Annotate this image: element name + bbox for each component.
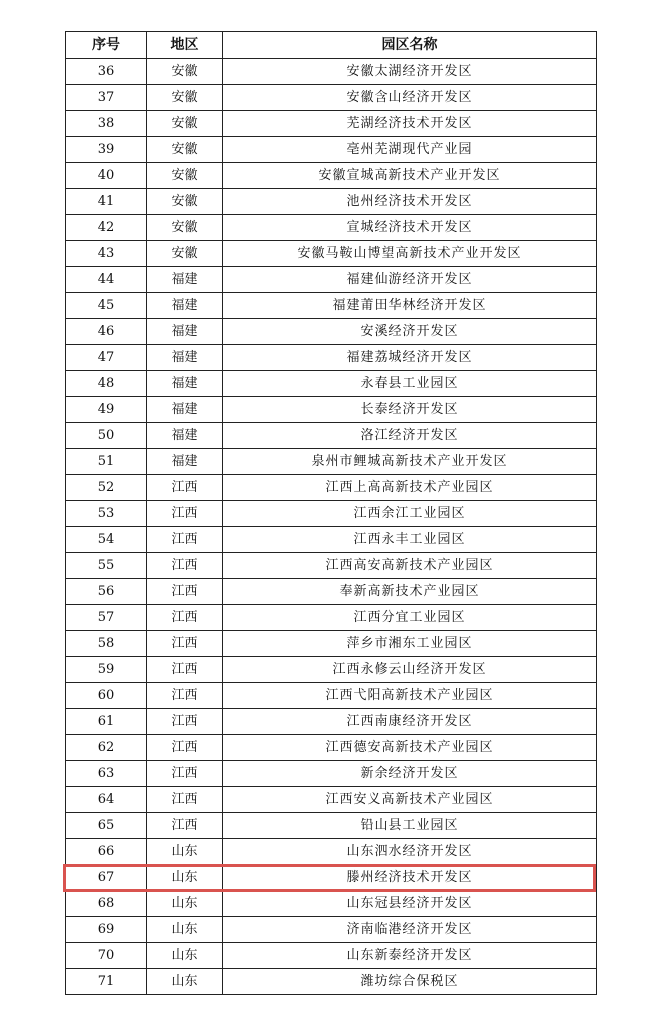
- cell-region: 福建: [147, 267, 223, 293]
- table-row: [66, 449, 597, 475]
- cell-region: 江西: [147, 501, 223, 527]
- table-row: [66, 735, 597, 761]
- table-row: [66, 553, 597, 579]
- cell-region: 江西: [147, 683, 223, 709]
- cell-region: 安徽: [147, 189, 223, 215]
- cell-no: 60: [66, 683, 147, 709]
- cell-name: 江西分宜工业园区: [223, 605, 597, 631]
- table-row: [66, 631, 597, 657]
- cell-name: 铅山县工业园区: [223, 813, 597, 839]
- cell-region: 安徽: [147, 215, 223, 241]
- table-row: [66, 943, 597, 969]
- cell-name: 江西余江工业园区: [223, 501, 597, 527]
- cell-name: 济南临港经济开发区: [223, 917, 597, 943]
- cell-region: 福建: [147, 345, 223, 371]
- table-row: [66, 761, 597, 787]
- cell-name: 江西安义高新技术产业园区: [223, 787, 597, 813]
- cell-name: 亳州芜湖现代产业园: [223, 137, 597, 163]
- table-row: [66, 839, 597, 865]
- table-row: [66, 683, 597, 709]
- cell-region: 福建: [147, 397, 223, 423]
- cell-name: 江西高安高新技术产业园区: [223, 553, 597, 579]
- table-row: [66, 371, 597, 397]
- cell-region: 江西: [147, 605, 223, 631]
- cell-no: 65: [66, 813, 147, 839]
- table-row: [66, 137, 597, 163]
- cell-no: 52: [66, 475, 147, 501]
- table-row: [66, 397, 597, 423]
- cell-name: 新余经济开发区: [223, 761, 597, 787]
- cell-name: 安徽太湖经济开发区: [223, 59, 597, 85]
- table-row: [66, 657, 597, 683]
- table-row: [66, 917, 597, 943]
- table-row: [66, 85, 597, 111]
- cell-region: 山东: [147, 969, 223, 995]
- cell-no: 62: [66, 735, 147, 761]
- cell-region: 福建: [147, 449, 223, 475]
- table-header-row: [66, 32, 597, 59]
- cell-no: 47: [66, 345, 147, 371]
- cell-name: 池州经济技术开发区: [223, 189, 597, 215]
- cell-no: 38: [66, 111, 147, 137]
- cell-name: 安溪经济开发区: [223, 319, 597, 345]
- cell-region: 江西: [147, 631, 223, 657]
- cell-no: 39: [66, 137, 147, 163]
- cell-name: 福建莆田华林经济开发区: [223, 293, 597, 319]
- cell-no: 36: [66, 59, 147, 85]
- park-list-sheet: [65, 31, 596, 995]
- cell-no: 44: [66, 267, 147, 293]
- cell-region: 安徽: [147, 137, 223, 163]
- cell-no: 58: [66, 631, 147, 657]
- table-row: [66, 527, 597, 553]
- table-row: [66, 241, 597, 267]
- cell-no: 53: [66, 501, 147, 527]
- table-row: [66, 423, 597, 449]
- cell-no: 71: [66, 969, 147, 995]
- cell-no: 48: [66, 371, 147, 397]
- cell-region: 江西: [147, 735, 223, 761]
- cell-no: 56: [66, 579, 147, 605]
- cell-name: 长泰经济开发区: [223, 397, 597, 423]
- table-row: [66, 475, 597, 501]
- cell-name: 萍乡市湘东工业园区: [223, 631, 597, 657]
- cell-region: 安徽: [147, 59, 223, 85]
- cell-no: 41: [66, 189, 147, 215]
- cell-region: 安徽: [147, 163, 223, 189]
- cell-no: 57: [66, 605, 147, 631]
- cell-region: 安徽: [147, 111, 223, 137]
- cell-region: 江西: [147, 579, 223, 605]
- cell-region: 福建: [147, 423, 223, 449]
- header-no: 序号: [66, 32, 147, 59]
- table-row: [66, 579, 597, 605]
- cell-name: 洛江经济开发区: [223, 423, 597, 449]
- cell-name: 江西弋阳高新技术产业园区: [223, 683, 597, 709]
- cell-no: 64: [66, 787, 147, 813]
- table-row: [66, 345, 597, 371]
- table-body: [66, 59, 597, 995]
- cell-region: 江西: [147, 553, 223, 579]
- cell-region: 福建: [147, 319, 223, 345]
- cell-region: 江西: [147, 787, 223, 813]
- cell-region: 山东: [147, 891, 223, 917]
- table-row: [66, 293, 597, 319]
- cell-name: 江西永修云山经济开发区: [223, 657, 597, 683]
- cell-no: 37: [66, 85, 147, 111]
- cell-no: 63: [66, 761, 147, 787]
- cell-region: 山东: [147, 839, 223, 865]
- cell-name: 安徽马鞍山博望高新技术产业开发区: [223, 241, 597, 267]
- cell-name: 福建仙游经济开发区: [223, 267, 597, 293]
- cell-no: 61: [66, 709, 147, 735]
- cell-name: 山东冠县经济开发区: [223, 891, 597, 917]
- table-row: [66, 605, 597, 631]
- cell-no: 59: [66, 657, 147, 683]
- cell-no: 51: [66, 449, 147, 475]
- park-table: [65, 31, 597, 995]
- table-row: [66, 787, 597, 813]
- table-row: [66, 813, 597, 839]
- header-name: 园区名称: [223, 32, 597, 59]
- header-region: 地区: [147, 32, 223, 59]
- table-row: [66, 891, 597, 917]
- cell-name: 安徽宣城高新技术产业开发区: [223, 163, 597, 189]
- cell-name: 宣城经济技术开发区: [223, 215, 597, 241]
- cell-no: 42: [66, 215, 147, 241]
- cell-region: 福建: [147, 293, 223, 319]
- cell-region: 江西: [147, 657, 223, 683]
- cell-name: 山东新泰经济开发区: [223, 943, 597, 969]
- table-row: [66, 709, 597, 735]
- cell-no: 50: [66, 423, 147, 449]
- cell-name: 江西上高高新技术产业园区: [223, 475, 597, 501]
- table-row: [66, 215, 597, 241]
- cell-name: 奉新高新技术产业园区: [223, 579, 597, 605]
- cell-name: 江西南康经济开发区: [223, 709, 597, 735]
- table-row: [66, 319, 597, 345]
- cell-name: 福建荔城经济开发区: [223, 345, 597, 371]
- cell-no: 70: [66, 943, 147, 969]
- cell-region: 山东: [147, 865, 223, 891]
- table-row: [66, 59, 597, 85]
- cell-region: 江西: [147, 527, 223, 553]
- table-row: [66, 163, 597, 189]
- cell-region: 山东: [147, 917, 223, 943]
- cell-region: 安徽: [147, 241, 223, 267]
- cell-name: 滕州经济技术开发区: [223, 865, 597, 891]
- cell-name: 江西德安高新技术产业园区: [223, 735, 597, 761]
- cell-no: 66: [66, 839, 147, 865]
- cell-region: 江西: [147, 813, 223, 839]
- cell-region: 江西: [147, 761, 223, 787]
- cell-no: 67: [66, 865, 147, 891]
- cell-region: 福建: [147, 371, 223, 397]
- cell-no: 46: [66, 319, 147, 345]
- table-row: [66, 189, 597, 215]
- cell-name: 安徽含山经济开发区: [223, 85, 597, 111]
- cell-no: 43: [66, 241, 147, 267]
- cell-no: 69: [66, 917, 147, 943]
- cell-name: 潍坊综合保税区: [223, 969, 597, 995]
- cell-name: 山东泗水经济开发区: [223, 839, 597, 865]
- cell-no: 49: [66, 397, 147, 423]
- cell-name: 芜湖经济技术开发区: [223, 111, 597, 137]
- table-row: [66, 267, 597, 293]
- cell-no: 68: [66, 891, 147, 917]
- cell-region: 安徽: [147, 85, 223, 111]
- cell-no: 55: [66, 553, 147, 579]
- cell-name: 江西永丰工业园区: [223, 527, 597, 553]
- table-row: [66, 969, 597, 995]
- cell-no: 40: [66, 163, 147, 189]
- cell-region: 江西: [147, 475, 223, 501]
- cell-no: 45: [66, 293, 147, 319]
- cell-name: 永春县工业园区: [223, 371, 597, 397]
- table-row: [66, 111, 597, 137]
- cell-no: 54: [66, 527, 147, 553]
- cell-region: 江西: [147, 709, 223, 735]
- cell-name: 泉州市鲤城高新技术产业开发区: [223, 449, 597, 475]
- table-row: [66, 865, 597, 891]
- table-row: [66, 501, 597, 527]
- cell-region: 山东: [147, 943, 223, 969]
